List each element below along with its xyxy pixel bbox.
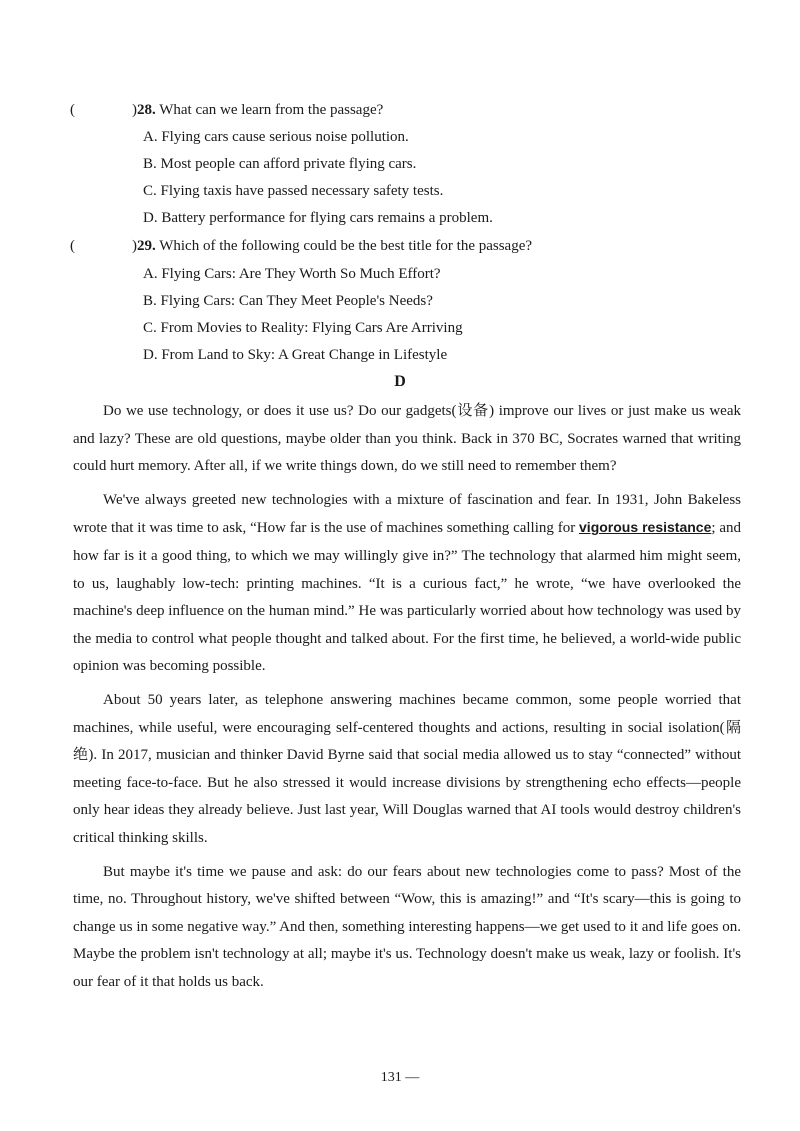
option-a: A. Flying cars cause serious noise pollution.	[143, 129, 409, 145]
option-d: D. Battery performance for flying cars remains a problem.	[143, 210, 493, 226]
option-b: B. Most people can afford private flying cars.	[143, 156, 417, 172]
question-number: 29.	[137, 238, 156, 254]
page-number: 131 —	[380, 1070, 420, 1085]
question-text: What can we learn from the passage?	[155, 102, 384, 118]
question-text: Which of the following could be the best title for the passage?	[155, 238, 533, 254]
option-a: A. Flying Cars: Are They Worth So Much Effort?	[143, 266, 441, 282]
reading-passage	[73, 398, 741, 996]
question-number: 28.	[137, 102, 156, 118]
option-c: C. Flying taxis have passed necessary safety tests.	[143, 183, 444, 199]
paragraph-3: About 50 years later, as telephone answering machines became common, some people worried that machines, while useful, were encouraging self-centered thoughts and actions, resulting in social isolation(隔绝). In 2017, musician and thinker David Byrne said that social media allowed us to stay “connected” without meeting face-to-face. But he also stressed it would increase divisions by strengthening echo effects—people only hear ideas they already believe. Just last year, Will Douglas warned that AI tools would destroy children's critical thinking skills.	[73, 691, 741, 846]
underlined-phrase: vigorous resistance	[579, 519, 712, 536]
answer-blank[interactable]: (	[70, 102, 75, 118]
section-heading: D	[394, 373, 406, 390]
paragraph-4: But maybe it's time we pause and ask: do our fears about new technologies come to pass? Most of the time, no. Throughout history, we've shifted between “Wow, this is amazing!” and “It's scary—this is going to change us in some negative way.” And then, something interesting happens—we get used to it and life goes on. Maybe the problem isn't technology at all; maybe it's us. Technology doesn't make us weak, lazy or foolish. It's our fear of it that holds us back.	[73, 863, 741, 990]
answer-blank[interactable]: (	[70, 238, 75, 254]
paragraph-1: Do we use technology, or does it use us? Do our gadgets(设备) improve our lives or just make us weak and lazy? These are old questions, maybe older than you think. Back in 370 BC, Socrates warned that writing could hurt memory. After all, if we write things down, do we still need to remember them?	[73, 403, 741, 475]
question-29: ( )29. Which of the following could be the best title for the passage?	[70, 238, 533, 254]
paragraph-2: We've always greeted new technologies with a mixture of fascination and fear. In 1931, John Bakeless wrote that it was time to ask, “How far is the use of machines something calling for vigorous resistance; and how far is it a good thing, to which we may willingly give in?” The technology that alarmed him might seem, to us, laughably low-tech: printing machines. “It is a curious fact,” he wrote, “we have overlooked the machine's deep influence on the human mind.” He was particularly worried about how technology was used by the media to control what people thought and talked about. For the first time, he believed, a world-wide public opinion was becoming possible.	[73, 491, 742, 675]
option-b: B. Flying Cars: Can They Meet People's Needs?	[143, 293, 433, 309]
option-d: D. From Land to Sky: A Great Change in Lifestyle	[143, 347, 448, 363]
option-c: C. From Movies to Reality: Flying Cars Are Arriving	[143, 320, 463, 336]
question-28: ( )28. What can we learn from the passage?	[70, 102, 384, 118]
